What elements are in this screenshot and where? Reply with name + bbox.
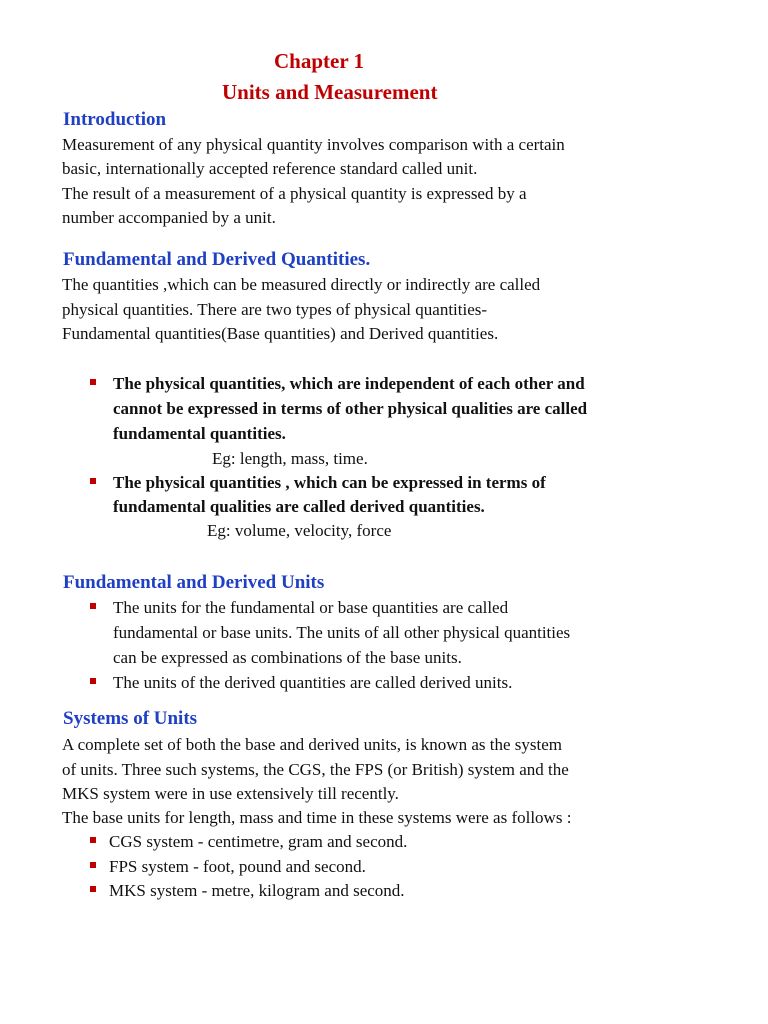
quantities-line: The quantities ,which can be measured directly or indirectly are called — [62, 275, 541, 294]
bullet-text: The units of the derived quantities are called derived units. — [113, 673, 513, 692]
example-text: Eg: length, mass, time. — [212, 449, 368, 468]
bullet-marker — [90, 478, 96, 484]
bullet-text: fundamental qualities are called derived quantities. — [113, 497, 485, 516]
systems-line: The base units for length, mass and time in these systems were as follows : — [62, 808, 572, 827]
example-text: Eg: volume, velocity, force — [207, 521, 392, 540]
system-item: FPS system - foot, pound and second. — [109, 857, 366, 876]
chapter-title: Chapter 1 — [274, 49, 365, 73]
intro-line: Measurement of any physical quantity involves comparison with a certain — [62, 135, 565, 154]
intro-line: basic, internationally accepted reference standard called unit. — [62, 159, 478, 178]
bullet-text: cannot be expressed in terms of other physical qualities are called — [113, 399, 588, 418]
systems-line: of units. Three such systems, the CGS, the FPS (or British) system and the — [62, 760, 569, 779]
quantities-heading: Fundamental and Derived Quantities. — [63, 249, 371, 270]
intro-line: number accompanied by a unit. — [62, 208, 276, 227]
bullet-text: fundamental or base units. The units of all other physical quantities — [113, 623, 571, 642]
introduction-heading: Introduction — [63, 109, 167, 130]
intro-line: The result of a measurement of a physical quantity is expressed by a — [62, 184, 527, 203]
quantities-line: Fundamental quantities(Base quantities) and Derived quantities. — [62, 324, 499, 343]
units-heading: Fundamental and Derived Units — [63, 572, 325, 593]
bullet-text: fundamental quantities. — [113, 424, 286, 443]
bullet-text: The units for the fundamental or base quantities are called — [113, 598, 509, 617]
bullet-marker — [90, 603, 96, 609]
bullet-marker — [90, 379, 96, 385]
system-item: CGS system - centimetre, gram and second. — [109, 832, 408, 851]
bullet-text: The physical quantities, which are independent of each other and — [113, 374, 585, 393]
systems-line: A complete set of both the base and derived units, is known as the system — [62, 735, 562, 754]
bullet-text: can be expressed as combinations of the base units. — [113, 648, 462, 667]
bullet-marker — [90, 678, 96, 684]
chapter-subtitle: Units and Measurement — [222, 80, 438, 104]
bullet-text: The physical quantities , which can be expressed in terms of — [113, 473, 546, 492]
quantities-line: physical quantities. There are two types of physical quantities- — [62, 300, 488, 319]
system-item: MKS system - metre, kilogram and second. — [109, 881, 405, 900]
bullet-marker — [90, 862, 96, 868]
bullet-marker — [90, 886, 96, 892]
bullet-marker — [90, 837, 96, 843]
systems-heading: Systems of Units — [63, 708, 198, 729]
systems-line: MKS system were in use extensively till recently. — [62, 784, 399, 803]
